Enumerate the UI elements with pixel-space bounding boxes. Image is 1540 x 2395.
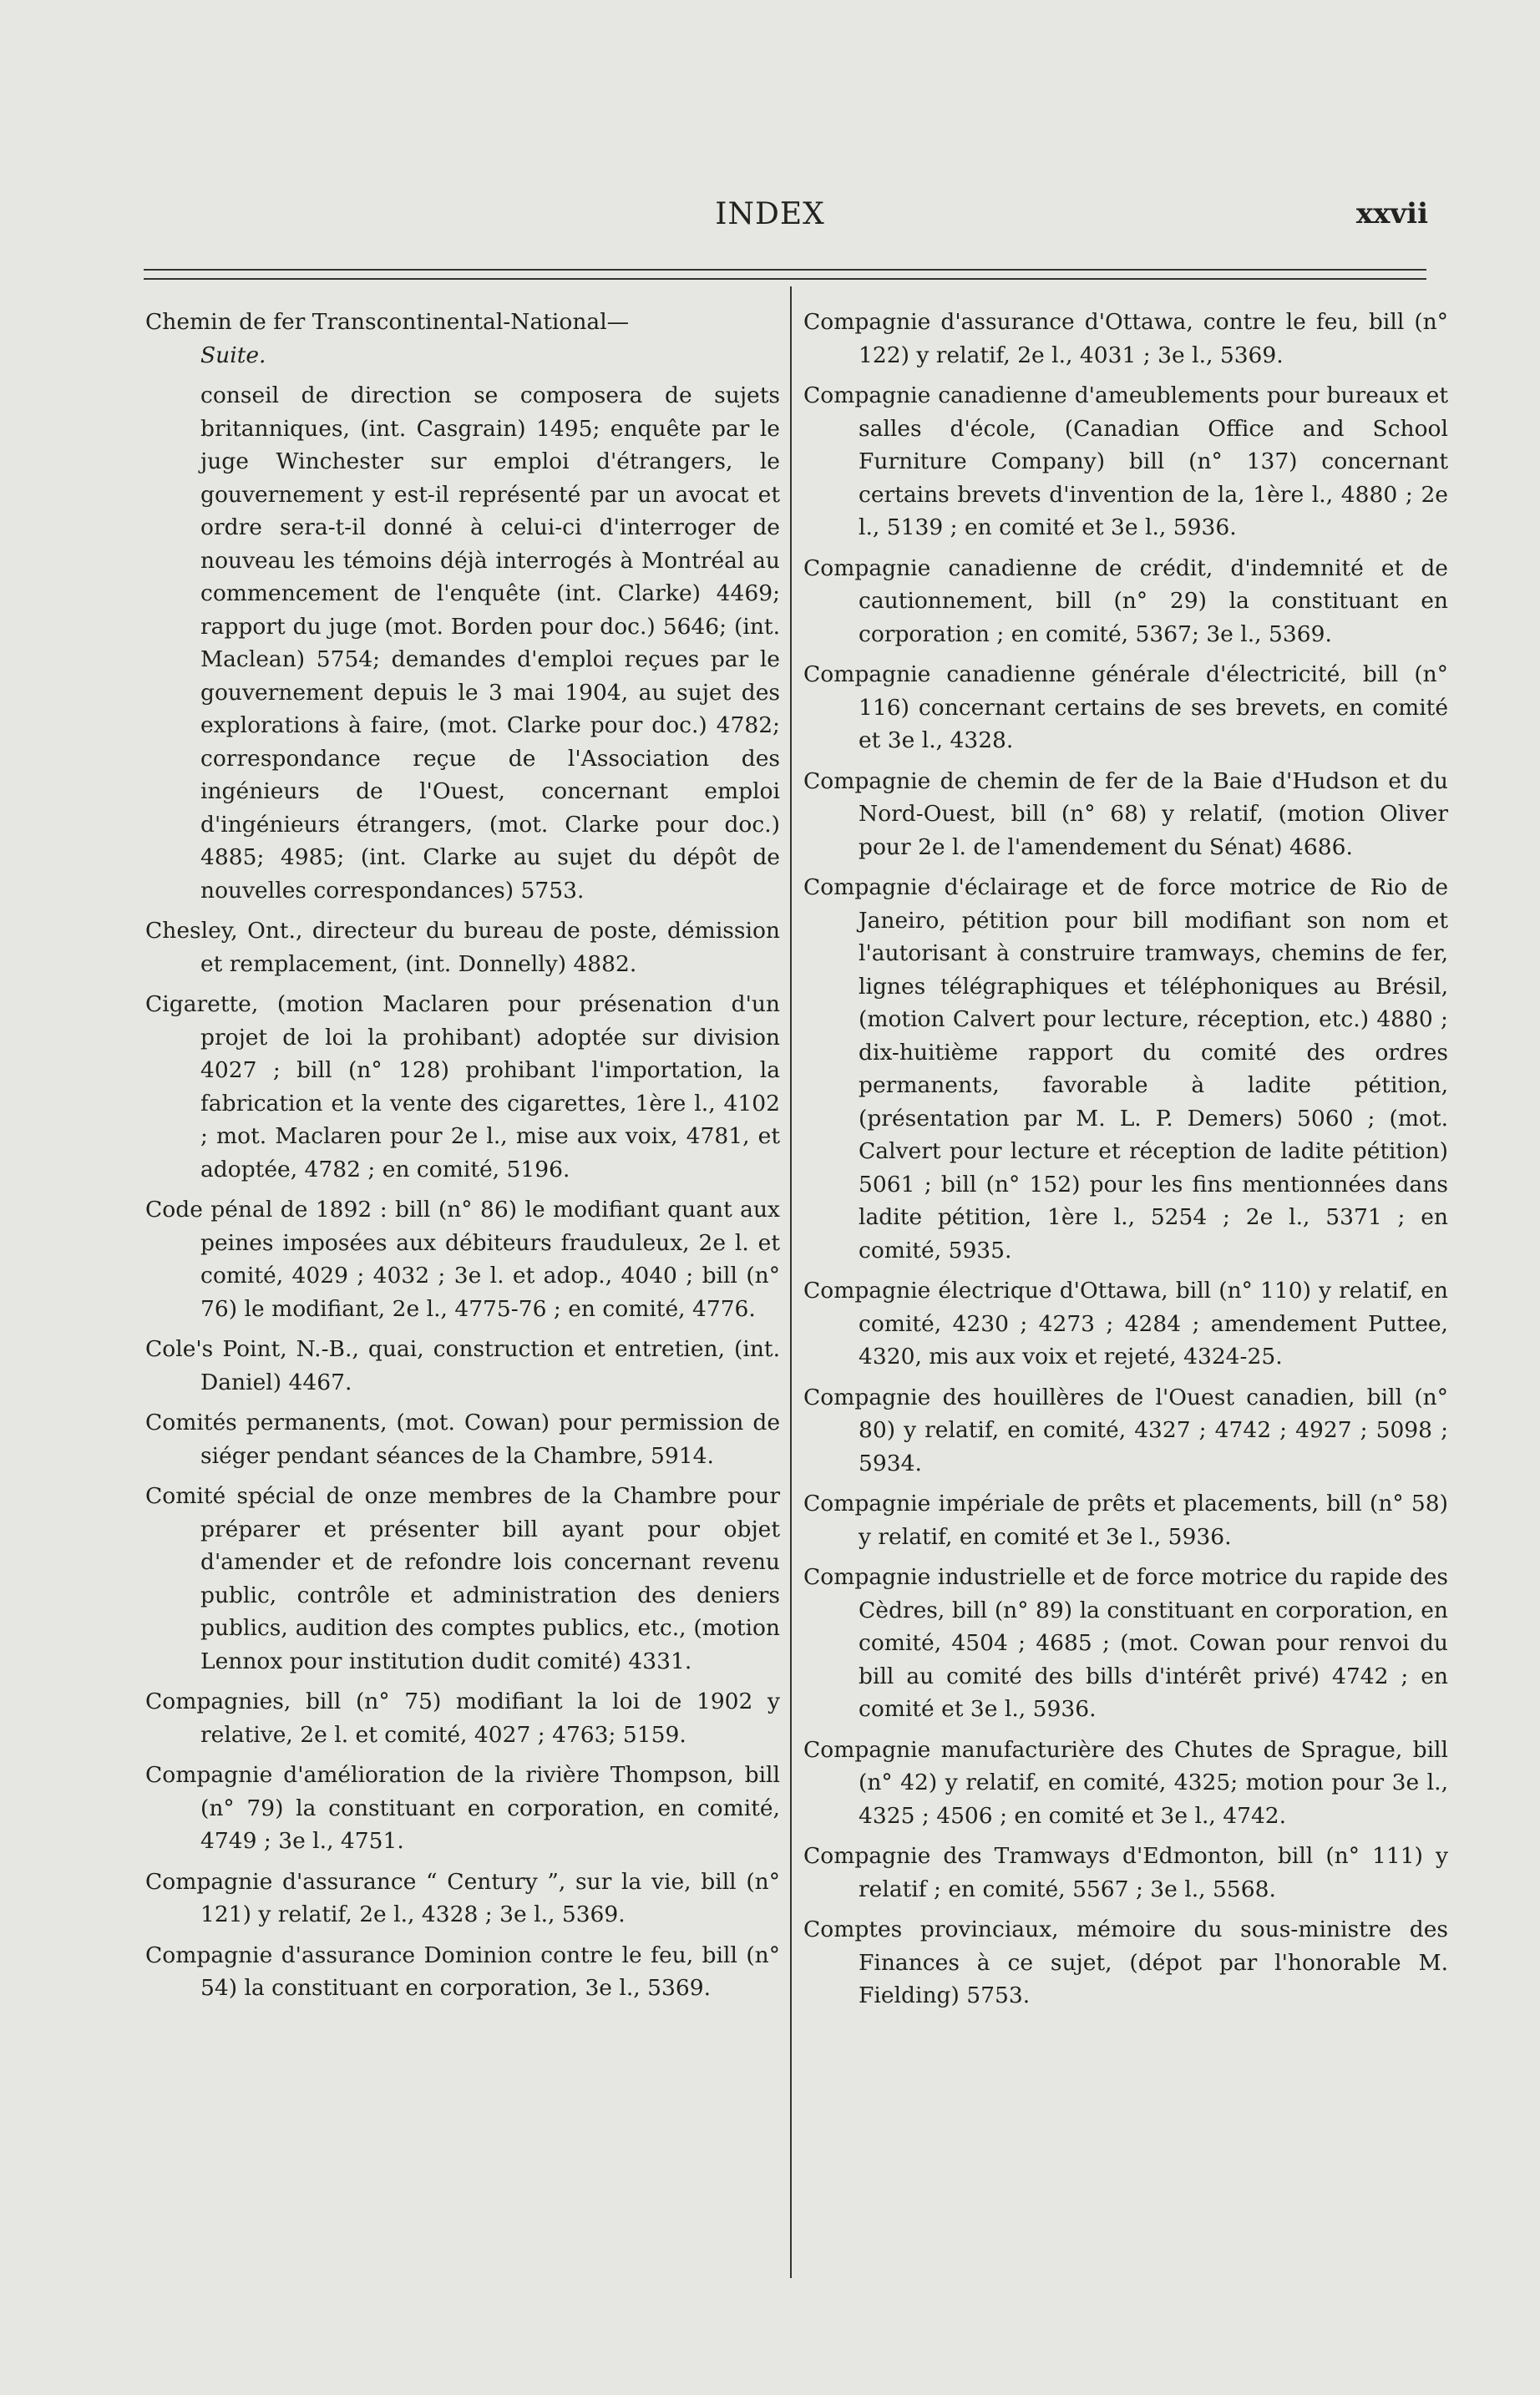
- index-entry: Comités permanents, (mot. Cowan) pour permission de siéger pendant séances de la Chambre, 5914.: [145, 1410, 780, 1469]
- page-number: xxvii: [1355, 197, 1428, 230]
- index-entry: Compagnie canadienne de crédit, d'indemnité et de cautionnement, bill (n° 29) la constituant en corporation ; en comité, 5367; 3e l., 5369.: [803, 554, 1448, 647]
- header-rule-bottom: [144, 278, 1426, 280]
- index-heading: [145, 306, 780, 372]
- index-entry: Compagnie manufacturière des Chutes de Sprague, bill (n° 42) y relatif, en comité, 4325; motion pour 3e l., 4325 ; 4506 ; en comité et 3e l., 4742.: [803, 1736, 1448, 1829]
- index-entry: Compagnie d'éclairage et de force motrice de Rio de Janeiro, pétition pour bill modifiant son nom et l'autorisant à construire tramways, chemins de fer, lignes télégraphiques et téléphoniques au Brésil, (motion Calvert pour lecture, réception, etc.) 4880 ; dix-huitième rapport du comité des ordres permanents, favorable à ladite pétition, (présentation par M. L. P. Demers) 5060 ; (mot. Calvert pour lecture et réception de ladite pétition) 5061 ; bill (n° 152) pour les fins mentionnées dans ladite pétition, 1ère l., 5254 ; 2e l., 5371 ; en comité, 5935.: [803, 874, 1448, 1263]
- index-entry: Compagnie d'assurance “ Century ”, sur la vie, bill (n° 121) y relatif, 2e l., 4328 ; 3e l., 5369.: [145, 1868, 780, 1927]
- index-entry: Compagnie des houillères de l'Ouest canadien, bill (n° 80) y relatif, en comité, 4327 ; 4742 ; 4927 ; 5098 ; 5934.: [803, 1384, 1448, 1476]
- index-entry: Compagnie d'assurance d'Ottawa, contre le feu, bill (n° 122) y relatif, 2e l., 4031 ; 3e l., 5369.: [803, 309, 1448, 368]
- index-entry: Code pénal de 1892 : bill (n° 86) le modifiant quant aux peines imposées aux débiteurs frauduleux, 2e l. et comité, 4029 ; 4032 ; 3e l. et adop., 4040 ; bill (n° 76) le modifiant, 2e l., 4775-76 ; en comité, 4776.: [145, 1197, 780, 1322]
- index-entry: Comptes provinciaux, mémoire du sous-ministre des Finances à ce sujet, (dépot par l'honorable M. Fielding) 5753.: [803, 1917, 1448, 2008]
- index-entry: Chesley, Ont., directeur du bureau de poste, démission et remplacement, (int. Donnelly) 4882.: [145, 918, 780, 977]
- index-entry: Compagnie impériale de prêts et placements, bill (n° 58) y relatif, en comité et 3e l., 5936.: [803, 1491, 1448, 1550]
- index-entry: Compagnie canadienne d'ameublements pour bureaux et salles d'école, (Canadian Office and School Furniture Company) bill (n° 137) concernant certains brevets d'invention de la, 1ère l., 4880 ; 2e l., 5139 ; en comité et 3e l., 5936.: [803, 382, 1448, 540]
- index-entry: Cole's Point, N.-B., quai, construction et entretien, (int. Daniel) 4467.: [145, 1336, 780, 1395]
- index-entry: Cigarette, (motion Maclaren pour présenation d'un projet de loi la prohibant) adoptée sur division 4027 ; bill (n° 128) prohibant l'importation, la fabrication et la vente des cigarettes, 1ère l., 4102 ; mot. Maclaren pour 2e l., mise aux voix, 4781, et adoptée, 4782 ; en comité, 5196.: [145, 991, 780, 1182]
- index-entry: Compagnie électrique d'Ottawa, bill (n° 110) y relatif, en comité, 4230 ; 4273 ; 4284 ; amendement Puttee, 4320, mis aux voix et rejeté, 4324-25.: [803, 1278, 1448, 1370]
- index-subentry: conseil de direction se composera de sujets britanniques, (int. Casgrain) 1495; enquête par le juge Winchester sur emploi d'étrangers, le gouvernement y est-il représenté par un avocat et ordre sera-t-il donné à celui-ci d'interroger de nouveau les témoins déjà interrogés à Montréal au commencement de l'enquête (int. Clarke) 4469; rapport du juge (mot. Borden pour doc.) 5646; (int. Maclean) 5754; demandes d'emploi reçues par le gouvernement depuis le 3 mai 1904, au sujet des explorations à faire, (mot. Clarke pour doc.) 4782; correspondance reçue de l'Association des ingénieurs de l'Ouest, concernant emploi d'ingénieurs étrangers, (mot. Clarke pour doc.) 4885; 4985; (int. Clarke au sujet du dépôt de nouvelles correspondances) 5753.: [200, 382, 780, 904]
- heading-text: Chemin de fer Transcontinental-National—: [145, 309, 630, 335]
- index-entry: Compagnie de chemin de fer de la Baie d'Hudson et du Nord-Ouest, bill (n° 68) y relatif, (motion Oliver pour 2e l. de l'amendement du Sénat) 4686.: [803, 767, 1448, 860]
- index-entry: Compagnie des Tramways d'Edmonton, bill (n° 111) y relatif ; en comité, 5567 ; 3e l., 5568.: [803, 1843, 1448, 1902]
- left-column: [145, 306, 780, 2013]
- column-divider: [790, 286, 792, 2278]
- index-entry: Compagnie d'assurance Dominion contre le feu, bill (n° 54) la constituant en corporation, 3e l., 5369.: [145, 1942, 780, 2001]
- page-title: INDEX: [715, 197, 825, 231]
- index-entry: Compagnie canadienne générale d'électricité, bill (n° 116) concernant certains de ses brevets, en comité et 3e l., 4328.: [803, 661, 1448, 753]
- right-column: [803, 306, 1448, 2020]
- index-entry: Compagnies, bill (n° 75) modifiant la loi de 1902 y relative, 2e l. et comité, 4027 ; 4763; 5159.: [145, 1689, 780, 1748]
- index-entry: Compagnie d'amélioration de la rivière Thompson, bill (n° 79) la constituant en corporation, en comité, 4749 ; 3e l., 4751.: [145, 1762, 780, 1854]
- index-entry: Compagnie industrielle et de force motrice du rapide des Cèdres, bill (n° 89) la constituant en corporation, en comité, 4504 ; 4685 ; (mot. Cowan pour renvoi du bill au comité des bills d'intérêt privé) 4742 ; en comité et 3e l., 5936.: [803, 1564, 1448, 1722]
- index-entry: Comité spécial de onze membres de la Chambre pour préparer et présenter bill ayant pour objet d'amender et de refondre lois concernant revenu public, contrôle et administration des deniers publics, audition des comptes publics, etc., (motion Lennox pour institution dudit comité) 4331.: [145, 1483, 780, 1674]
- header-rule-top: [144, 269, 1426, 271]
- heading-suite: Suite.: [200, 342, 266, 368]
